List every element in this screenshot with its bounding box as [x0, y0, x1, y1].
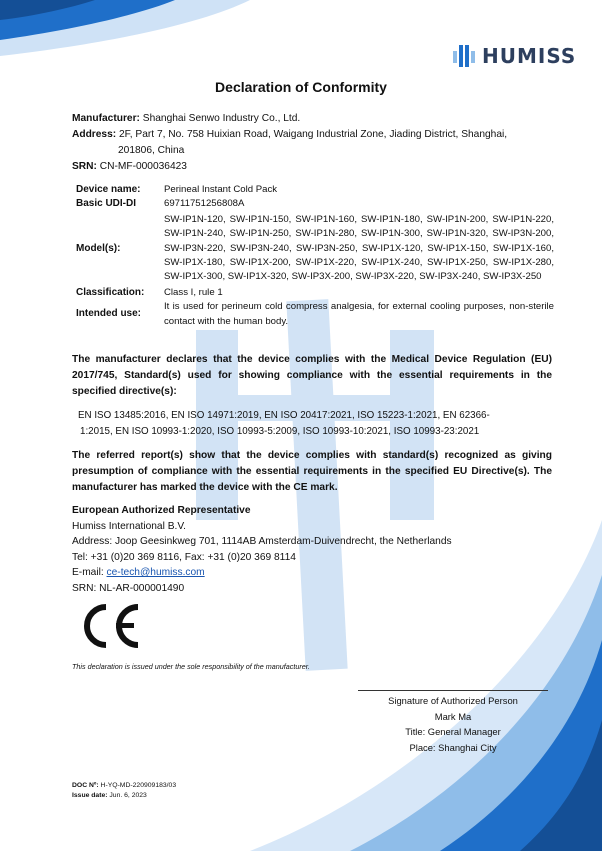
standards-line1: EN ISO 13485:2016, EN ISO 14971:2019, EN ISO 20417:2021, ISO 15223-1:2021, EN 62366- [78, 410, 490, 421]
signing-place: Place: Shanghai City [409, 741, 497, 753]
classification-label: Classification: [76, 286, 145, 298]
device-info-table [72, 183, 558, 329]
representative-srn: SRN: NL-AR-000001490 [72, 582, 185, 594]
doc-number: H-YQ-MD-220909183/03 [100, 782, 177, 789]
signer-title: Title: General Manager [405, 726, 501, 738]
manufacturer-label: Manufacturer: [72, 113, 140, 124]
udi-value: 69711751256808A [164, 198, 245, 210]
table-row [72, 300, 558, 329]
issue-date-label: Issue date: [72, 791, 108, 799]
address-label: Address: [72, 129, 117, 140]
table-row [72, 286, 558, 300]
doc-number-label: DOC Nº: [72, 782, 99, 789]
intended-use-value: It is used for perineum cold compress analgesia, for external cooling purposes, non-sterile contact with the human body. [164, 301, 554, 327]
page-title: Declaration of Conformity [215, 79, 387, 95]
srn-label: SRN: [72, 161, 97, 172]
table-row [72, 212, 558, 286]
representative-phone: Tel: +31 (0)20 369 8116, Fax: +31 (0)20 369 8114 [72, 551, 296, 563]
issue-date: Jun. 6, 2023 [109, 791, 147, 799]
signature-line [358, 690, 548, 691]
ce-mark-text: CE [109, 631, 111, 632]
representative-heading: European Authorized Representative [72, 505, 251, 516]
intended-use-label: Intended use: [76, 308, 142, 320]
humiss-logo [452, 42, 576, 70]
srn-value: CN-MF-000036423 [99, 161, 187, 172]
humiss-logo-icon [452, 43, 476, 69]
signer-name: Mark Ma [434, 710, 472, 722]
models-label: Model(s): [76, 242, 121, 254]
manufacturer-section [72, 111, 562, 175]
ce-mark-icon [76, 601, 142, 651]
standards-list [78, 408, 558, 440]
address-line2: 201806, China [118, 145, 185, 156]
models-value: SW-IP1N-120, SW-IP1N-150, SW-IP1N-160, SW-IP1N-180, SW-IP1N-200, SW-IP1N-220, SW-IP1N-240, SW-IP1N-250, SW-IP1N-280, SW-IP1N-300, SW-IP1N-320, SW-IP3N-200, SW-IP3N-220, SW-IP3N-240, SW-IP3N-250, SW-IP1X-120, SW-IP1X-150, SW-IP1X-160, SW-IP1X-180, SW-IP1X-200, SW-IP1X-220, SW-IP1X-240, SW-IP1X-250, SW-IP1X-280, SW-IP1X-300, SW-IP1X-320, SW-IP3X-200, SW-IP3X-220, SW-IP3X-240, SW-IP3X-250 [164, 213, 554, 283]
device-name-value: Perineal Instant Cold Pack [164, 184, 278, 195]
representative-section [72, 503, 562, 597]
brand-name: HUMISS [482, 44, 577, 68]
document-info [72, 781, 176, 800]
manufacturer-value: Shanghai Senwo Industry Co., Ltd. [142, 113, 301, 124]
disclaimer: This declaration is issued under the sole responsibility of the manufacturer. [72, 662, 310, 671]
ce-mark-statement: The referred report(s) show that the device complies with standard(s) recognized as giving presumption of compliance with the essential requirements in the specified EU Directive(s). The manufacturer has marked the device with the CE mark. [72, 450, 552, 493]
classification-value: Class I, rule 1 [164, 286, 223, 298]
signature-block [358, 693, 548, 755]
udi-label: Basic UDI-DI [76, 198, 137, 210]
representative-company: Humiss International B.V. [72, 520, 187, 532]
standards-line2: 1:2015, EN ISO 10993-1:2020, ISO 10993-5:2009, ISO 10993-10:2021, ISO 10993-23:2021 [80, 426, 480, 437]
device-name-label: Device name: [76, 184, 141, 195]
email-link[interactable]: ce-tech@humiss.com [106, 567, 205, 579]
signature-label: Signature of Authorized Person [388, 695, 518, 706]
table-row [72, 183, 558, 197]
address-line1: 2F, Part 7, No. 758 Huixian Road, Waigang Industrial Zone, Jiading District, Shanghai, [119, 129, 508, 140]
table-row [72, 197, 558, 211]
email-label: E-mail: [72, 567, 104, 579]
representative-address: Address: Joop Geesinkweg 701, 1114AB Amsterdam-Duivendrecht, the Netherlands [72, 536, 452, 548]
compliance-statement: The manufacturer declares that the device complies with the Medical Device Regulation (EU) 2017/745, Standard(s) used for showing compliance with the essential requirements in the specified directive(s): [72, 354, 552, 397]
